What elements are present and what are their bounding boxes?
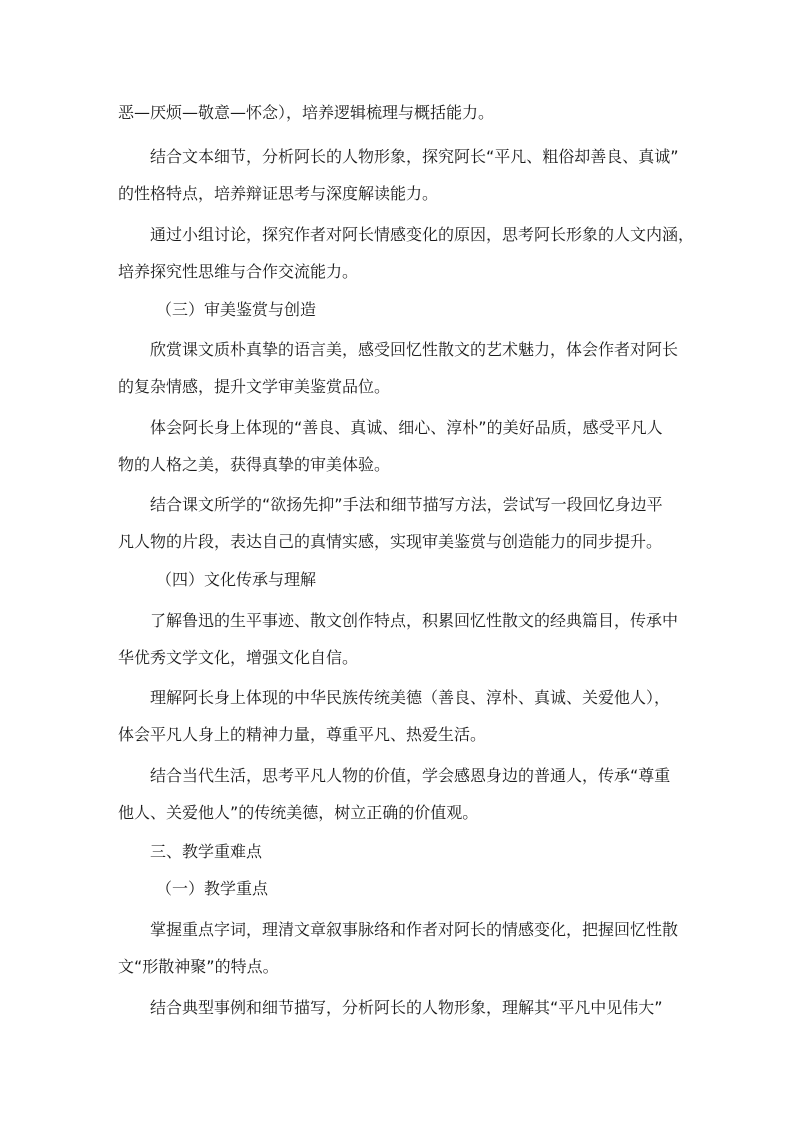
text-line: 欣赏课文质朴真挚的语言美，感受回忆性散文的艺术魅力，体会作者对阿长	[150, 340, 679, 359]
text-line: 了解鲁迅的生平事迹、散文创作特点，积累回忆性散文的经典篇目，传承中	[150, 611, 679, 630]
text-line: 结合当代生活，思考平凡人物的价值，学会感恩身边的普通人，传承“尊重	[150, 766, 671, 785]
text-line: 凡人物的片段，表达自己的真情实感，实现审美鉴赏与创造能力的同步提升。	[118, 532, 663, 551]
section-heading: （一）教学重点	[156, 879, 269, 898]
text-line: 华优秀文学文化，增强文化自信。	[118, 648, 359, 667]
text-line: 培养探究性思维与合作交流能力。	[118, 262, 359, 281]
text-line: 物的人格之美，获得真挚的审美体验。	[118, 455, 391, 474]
text-line: 结合典型事例和细节描写，分析阿长的人物形象，理解其“平凡中见伟大”	[150, 998, 663, 1017]
section-heading: （四）文化传承与理解	[156, 570, 317, 589]
text-line: 他人、关爱他人”的传统美德，树立正确的价值观。	[118, 803, 479, 822]
section-heading: 三、教学重难点	[150, 842, 263, 861]
text-line: 通过小组讨论，探究作者对阿长情感变化的原因，思考阿长形象的人文内涵，	[150, 225, 695, 244]
text-line: 掌握重点字词，理清文章叙事脉络和作者对阿长的情感变化，把握回忆性散	[150, 920, 679, 939]
text-line: 理解阿长身上体现的中华民族传统美德（善良、淳朴、真诚、关爱他人），	[150, 688, 671, 707]
text-line: 的性格特点，培养辩证思考与深度解读能力。	[118, 184, 439, 203]
text-line: 恶—厌烦—敬意—怀念），培养逻辑梳理与概括能力。	[118, 103, 495, 122]
text-line: 的复杂情感，提升文学审美鉴赏品位。	[118, 377, 391, 396]
text-line: 体会阿长身上体现的“善良、真诚、细心、淳朴”的美好品质，感受平凡人	[150, 418, 663, 437]
text-line: 结合课文所学的“欲扬先抑”手法和细节描写方法，尝试写一段回忆身边平	[150, 495, 663, 514]
section-heading: （三）审美鉴赏与创造	[156, 300, 317, 319]
text-line: 体会平凡人身上的精神力量，尊重平凡、热爱生活。	[118, 725, 487, 744]
text-line: 文“形散神聚”的特点。	[118, 957, 279, 976]
text-line: 结合文本细节，分析阿长的人物形象，探究阿长“平凡、粗俗却善良、真诚”	[150, 147, 679, 166]
